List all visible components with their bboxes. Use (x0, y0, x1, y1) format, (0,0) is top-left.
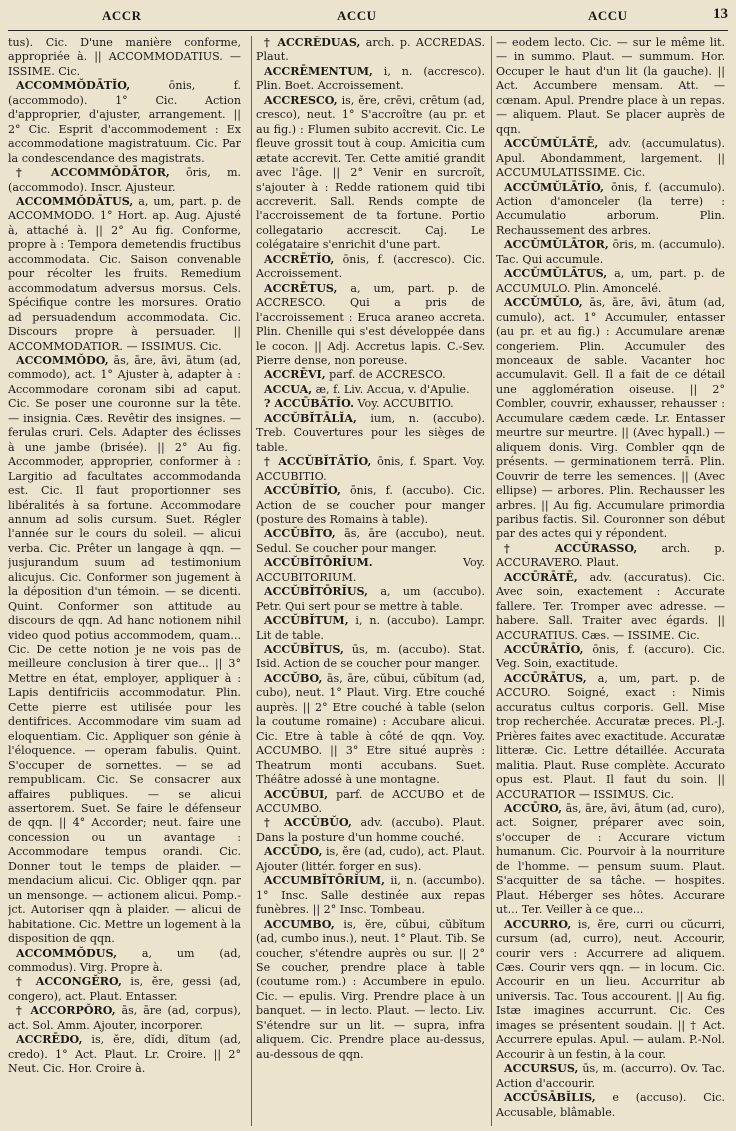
dictionary-entry (256, 918, 485, 1063)
entry-definition: — eodem lecto. Cic. — sur le même lit. — in summo. Plaut. — summum. Hor. Occuper le haut d'un lit (la gauche). || Act. Accumbere mensam. Att. — cœnam. Apul. Prendre place à un repas. — aliquem. Plaut. Se placer auprès de qqn. (496, 36, 725, 136)
entry-definition: e (accuso). Cic. Accusable, blâmable. (496, 1091, 725, 1119)
entry-definition: i, n. (accresco). Plin. Boet. Accroissement. (256, 64, 485, 93)
entry-definition: adv. (accuratus). Cic. Avec soin, exactement : Accurate fallere. Ter. Tromper avec adresse. — habere. Sall. Traiter avec égards. || ACCURATIUS. Cæs. — ISSIME. Cic. (496, 570, 725, 642)
entry-definition: a, um (accubo). Petr. Qui sert pour se mettre à table. (256, 585, 485, 613)
dictionary-entry (256, 282, 485, 369)
dictionary-entry (8, 354, 241, 947)
entry-headword: ACCŬMŬLĀTUS, (504, 267, 608, 281)
entry-headword: ACCŬBĬTUS, (264, 643, 344, 657)
entry-headword: ACCŬMŬLĀTĬO, (504, 180, 605, 194)
entry-headword: † ACCRĒDUAS, (264, 36, 361, 49)
entry-definition: ās, āre (ad, corpus), act. Sol. Amm. Ajouter, incorporer. (8, 1004, 241, 1032)
dictionary-entry (256, 94, 485, 253)
entry-headword: ACCŬBĬTO, (264, 527, 336, 541)
dictionary-entry (496, 181, 725, 239)
entry-headword: ACCŬBO, (264, 671, 323, 685)
entry-headword: ACCRĒDO, (16, 1033, 83, 1047)
dictionary-columns (8, 36, 728, 1126)
dictionary-entry (8, 1033, 241, 1076)
entry-headword: ACCRĒVI, (264, 368, 326, 382)
column-left (8, 36, 241, 1126)
entry-headword: ACCUA, (264, 382, 313, 396)
entry-headword: ACCŬBĬTŌRĬUS, (264, 585, 368, 599)
entry-definition: parf. de ACCRESCO. (329, 368, 446, 382)
dictionary-entry (256, 527, 485, 556)
header-rule (8, 30, 728, 31)
entry-definition: ōris, m. (accumulo). Tac. Qui accumule. (496, 238, 725, 266)
entry-definition: is, ĕre, crēvi, crētum (ad, cresco), neut. 1° S'accroître (au pr. et au fig.) : Flumen subito accrevit. Cic. Le fleuve grossit tout à coup. Amicitia cum ætate accrevit. Ter. Cette amitié grandit avec l'âge. || 2° Venir en surcroît, s'ajouter à : Redde rationem quid tibi accreverit. Sall. Rends compte de l'accroissement de ta fortune. Portio collegatario accrescit. Caj. Le colégataire s'enrichit d'une part. (256, 93, 485, 252)
entry-headword: † ACCŬRASSO, (504, 541, 638, 555)
dictionary-entry (496, 1091, 725, 1120)
entry-definition: ūs, m. (accubo). Stat. Isid. Action de se coucher pour manger. (256, 643, 485, 671)
dictionary-entry (496, 137, 725, 180)
entry-definition: arch. p. ACCREDAS. Plaut. (256, 36, 485, 64)
dictionary-entry (256, 65, 485, 94)
dictionary-entry (256, 383, 485, 397)
dictionary-entry (496, 267, 725, 296)
dictionary-entry (8, 36, 241, 79)
entry-headword: ACCOMMŎDUS, (16, 946, 117, 960)
entry-definition: ōnis, f. (accumulo). Action d'amonceler (la terre) : Accumulatio arborum. Plin. Rechaussement des arbres. (496, 180, 725, 237)
dictionary-entry (256, 643, 485, 672)
entry-headword: ACCRĒTĬO, (264, 252, 335, 266)
entry-definition: a, um, part. p. de ACCUMULO. Plin. Amoncelé. (496, 267, 725, 295)
entry-definition: adv. (accumulatus). Apul. Abondamment, largement. || ACCUMULATISSIME. Cic. (496, 137, 725, 180)
entry-headword: ACCRĒTUS, (264, 281, 338, 295)
entry-headword: ACCŪRĀTĒ, (504, 570, 578, 584)
entry-headword: ACCOMMŎDĀTĬO, (16, 79, 131, 93)
entry-definition: a, um, part. p. de ACCOMMODO. 1° Hort. ap. Aug. Ajusté à, attaché à. || 2° Au fig. Conforme, propre à : Tempora demetendis fructibus accommodata. Cic. Saison convenable pour récolter les fruits. Remedium accommodatum adversus morsus. Cels. Spécifique contre les morsures. Oratio ad persuadendum accommodata. Cic. Discours propre à persuader. || ACCOMMODATIOR. — ISSIMUS. Cic. (8, 194, 241, 353)
entry-headword: † ACCORPŎRO, (16, 1004, 116, 1018)
entry-definition: is, ĕre, gessi (ad, congero), act. Plaut. Entasser. (8, 975, 241, 1003)
entry-definition: ūs, m. (accurro). Ov. Tac. Action d'accourir. (496, 1062, 725, 1090)
dictionary-entry (256, 816, 485, 845)
dictionary-entry (256, 788, 485, 817)
entry-definition: ōnis, f. (accommodo). 1° Cic. Action d'approprier, d'ajuster, arrangement. || 2° Cic. Esprit d'accommodement : Ex accommodatione magistratuum. Cic. Par la condescendance des magistrats. (8, 79, 241, 165)
entry-definition: ōnis, f. (accuro). Cic. Veg. Soin, exactitude. (496, 643, 725, 671)
entry-definition: ium, n. (accubo). Treb. Couvertures pour les sièges de table. (256, 411, 485, 454)
entry-definition: is, ĕre, dĭdi, dĭtum (ad, credo). 1° Act. Plaut. Lr. Croire. || 2° Neut. Cic. Hor. Croire à. (8, 1033, 241, 1076)
entry-headword: † ACCŬBĬTĀTĬO, (264, 455, 372, 469)
entry-headword: ACCŪRĀTUS, (504, 671, 587, 685)
entry-definition: i, n. (accubo). Lampr. Lit de table. (256, 614, 485, 642)
dictionary-entry (8, 975, 241, 1004)
entry-headword: ACCŬBĬTŌRĬUM. (264, 556, 373, 570)
entry-headword: ACCŬBUI, (264, 787, 329, 801)
entry-definition: a, um, part. p. de ACCRESCO. Qui a pris de l'accroissement : Eruca araneo accreta. Plin. Chenille qui s'est développée dans le cocon. || Adj. Accretus lapis. C.-Sev. Pierre dense, non poreuse. (256, 281, 485, 367)
entry-headword: ACCŬMŬLĀTOR, (504, 238, 609, 252)
dictionary-entry (496, 542, 725, 571)
entry-definition: ās, āre (accubo), neut. Sedul. Se coucher pour manger. (256, 527, 485, 555)
dictionary-entry (256, 614, 485, 643)
left-guide-word: ACCR (102, 8, 142, 23)
dictionary-entry (256, 36, 485, 65)
entry-definition: ās, āre, āvi, ātum (ad, curo), act. Soigner, préparer avec soin, s'occuper de : Accurare victum humanum. Cic. Pourvoir à la nourriture de l'homme. — pensum suum. Plaut. S'acquitter de sa tâche. — hospites. Plaut. Héberger ses hôtes. Accurare ut... Ter. Veiller à ce que... (496, 802, 725, 917)
entry-headword: † ACCŬBŬO, (264, 816, 352, 830)
entry-headword: ACCRĒMENTUM, (264, 64, 373, 78)
entry-headword: ACCURSUS, (504, 1062, 579, 1076)
entry-headword: ACCURRO, (504, 917, 572, 931)
entry-definition: ōnis, f. (accresco). Cic. Accroissement. (256, 252, 485, 281)
dictionary-entry (256, 484, 485, 527)
entry-definition: ās, āre, āvi, ātum (ad, commodo), act. 1° Ajuster à, adapter à : Accommodare coronam sibi ad caput. Cic. Se poser une couronne sur la tête. — insignia. Cæs. Revêtir des insignes. — ferulas cruri. Cels. Adapter des éclisses à une jambe (brisée). || 2° Au fig. Accommoder, approprier, conformer à : Largitio ad facultates accommodanda est. Cic. Il faut proportionner ses libéralités à sa fortune. Accommodare annum ad solis cursum. Suet. Régler l'année sur le cours du soleil. — alicui verba. Cic. Prêter un langage à qqn. — jusjurandum suum ad testimonium alicujus. Cic. Conformer son jugement à la déposition d'un témoin. — se dicenti. Quint. Conformer son attitude au discours de qqn. Ad hanc notionem nihil video quod potius accommodem, quam... Cic. De cette notion je ne vois pas de meilleure conclusion à tirer que... || 3° Mettre en état, employer, appliquer à : Lapis dentifriciis accommodatur. Plin. Cette pierre est utilisée pour les dentifrices. Accommodare vim suam ad eloquentiam. Cic. Appliquer son génie à l'éloquence. — operam fabulis. Quint. S'occuper de sornettes. — se ad rempublicam. Cic. Se consacrer aux affaires publiques. — se alicui assertorem. Suet. Se faire le défenseur de qqn. || 4° Accorder; neut. faire une concession ou un avantage : Accommodare tempus orandi. Cic. Donner tout le temps de plaider. — mendacium alicui. Cic. Obliger qqn. par un mensonge. — actionem alicui. Pomp.-jct. Autoriser qqn à plaider. — alicui de habitatione. Cic. Mettre un logement à la disposition de qqn. (8, 353, 241, 946)
entry-definition: ii, n. (accumbo). 1° Insc. Salle destinée aux repas funèbres. || 2° Insc. Tombeau. (256, 874, 485, 917)
entry-definition: a, um (ad, commodus). Virg. Propre à. (8, 946, 241, 974)
entry-headword: ACCŬBĬTĬO, (264, 484, 341, 498)
entry-definition: is, ĕre, curri ou cŭcurri, cursum (ad, curro), neut. Accourir, courir vers : Accurrere ad aliquem. Cæs. Courir vers qqn. — in locum. Cic. Accourir en un lieu. Accurritur ab universis. Tac. Tous accourent. || Au fig. Istæ imagines accurrunt. Cic. Ces images se présentent soudain. || † Act. Accurrere epulas. Apul. — aulam. P.-Nol. Accourir à un festin, à la cour. (496, 917, 725, 1061)
entry-definition: ōnis, f. (accubo). Cic. Action de se coucher pour manger (posture des Romains à table). (256, 484, 485, 526)
dictionary-entry (256, 412, 485, 455)
dictionary-entry (496, 36, 725, 137)
dictionary-entry (256, 556, 485, 585)
entry-definition: is, ĕre (ad, cudo), act. Plaut. Ajouter (littér. forger en sus). (256, 845, 485, 873)
column-right (491, 36, 725, 1126)
entry-definition: æ, f. Liv. Accua, v. d'Apulie. (315, 382, 470, 396)
entry-headword: ACCŪRO, (504, 802, 563, 816)
center-guide-word: ACCU (337, 8, 377, 23)
dictionary-entry (256, 397, 485, 411)
entry-headword: † ACCOMMŎDĀTOR, (16, 166, 170, 180)
entry-headword: ACCŪDO, (264, 845, 323, 859)
dictionary-entry (256, 585, 485, 614)
dictionary-entry (256, 874, 485, 917)
entry-headword: ACCOMMŎDO, (16, 353, 109, 367)
entry-headword: ACCUMBO, (264, 917, 335, 931)
entry-headword: ? ACCŪBĀTĬO. (264, 397, 355, 411)
dictionary-entry (496, 571, 725, 643)
dictionary-entry (496, 643, 725, 672)
dictionary-entry (496, 918, 725, 1063)
dictionary-entry (8, 1004, 241, 1033)
entry-definition: parf. de ACCUBO et de ACCUMBO. (256, 787, 485, 816)
page-header (0, 0, 736, 36)
entry-definition: ōnis, f. Spart. Voy. ACCUBITIO. (256, 455, 485, 483)
entry-headword: ACCŪSĀBĬLIS, (504, 1091, 596, 1105)
entry-headword: ACCRESCO, (264, 93, 338, 107)
entry-headword: ACCŬMŬLĀTĒ, (504, 137, 599, 151)
entry-headword: ACCŬBĬTĀLĬA, (264, 411, 357, 425)
right-guide-word: ACCU (588, 8, 628, 23)
entry-definition: is, ĕre, cŭbui, cŭbĭtum (ad, cumbo inus.), neut. 1° Plaut. Tib. Se coucher, s'étendre auprès ou sur. || 2° Se coucher, prendre place à table (coutume rom.) : Accumbere in epulo. Cic. — epulis. Virg. Prendre place à un banquet. — in lecto. Plaut. — lecto. Liv. S'étendre sur un lit. — supra, infra aliquem. Cic. Prendre place au-dessus, au-dessous de qqn. (256, 917, 485, 1061)
dictionary-entry (256, 672, 485, 788)
entry-definition: Voy. ACCUBITIO. (357, 397, 454, 411)
dictionary-entry (256, 368, 485, 382)
dictionary-entry (8, 195, 241, 354)
entry-headword: ACCOMMŎDĀTUS, (16, 194, 134, 208)
entry-headword: † ACCONGĔRO, (16, 975, 122, 989)
dictionary-entry (496, 1062, 725, 1091)
entry-headword: ACCŬBĬTUM, (264, 614, 349, 628)
dictionary-entry (496, 672, 725, 802)
entry-definition: a, um, part. p. de ACCURO. Soigné, exact : Nimis accuratus cultus corporis. Gell. Mise trop recherchée. Accuratæ preces. Pl.-J. Prières faites avec exactitude. Accuratæ litteræ. Cic. Lettre détaillée. Accurata malitia. Plaut. Ruse complète. Accurato opus est. Plaut. Il faut du soin. || ACCURATIOR — ISSIMUS. Cic. (496, 671, 725, 801)
dictionary-entry (496, 296, 725, 542)
dictionary-entry (256, 845, 485, 874)
entry-headword: ACCŪRĀTĬO, (504, 643, 584, 657)
entry-headword: ACCŬMŬLO, (504, 296, 583, 310)
dictionary-entry (256, 455, 485, 484)
dictionary-entry (496, 802, 725, 918)
entry-definition: ōris, m. (accommodo). Inscr. Ajusteur. (8, 166, 241, 194)
page-number: 13 (713, 6, 728, 22)
dictionary-entry (8, 947, 241, 976)
entry-definition: tus). Cic. D'une manière conforme, appropriée à. || ACCOMMODATIUS. — ISSIME. Cic. (8, 36, 241, 78)
dictionary-entry (8, 79, 241, 166)
entry-definition: arch. p. ACCURAVERO. Plaut. (496, 541, 725, 570)
entry-definition: ās, āre, cŭbui, cŭbĭtum (ad, cubo), neut. 1° Plaut. Virg. Etre couché auprès. || 2° Etre couché à table (selon la coutume romaine) : Accubare alicui. Cic. Etre à table à côté de qqn. Voy. ACCUMBO. || 3° Etre situé auprès : Theatrum monti accubans. Suet. Théâtre adossé à une montagne. (256, 671, 485, 787)
dictionary-entry (256, 253, 485, 282)
entry-definition: Voy. ACCUBITORIUM. (256, 556, 485, 584)
entry-definition: ās, āre, āvi, ātum (ad, cumulo), act. 1° Accumuler, entasser (au pr. et au fig.) : Accumulare arenæ congeriem. Plin. Accumuler des monceaux de sable. Vacanter hoc accumulavit. Gell. Il a fait de ce détail une agglomération oiseuse. || 2° Combler, couvrir, exhausser, rehausser : Accumulare cædem cæde. Lr. Entasser meurtre sur meurtre. || (Avec hypall.) — aliquem donis. Virg. Combler qqn de présents. — germinationem terrā. Plin. Couvrir de terre les semences. || (Avec ellipse) — arbores. Plin. Rechausser les arbres. || Au fig. Accumulare primordia paribus factis. Sil. Couronner son début par des actes qui y répondent. (496, 296, 725, 541)
dictionary-entry (496, 238, 725, 267)
entry-definition: adv. (accubo). Plaut. Dans la posture d'un homme couché. (256, 816, 485, 844)
dictionary-entry (8, 166, 241, 195)
column-middle (251, 36, 485, 1126)
entry-headword: ACCUMBĬTŌRĬUM, (264, 874, 385, 888)
